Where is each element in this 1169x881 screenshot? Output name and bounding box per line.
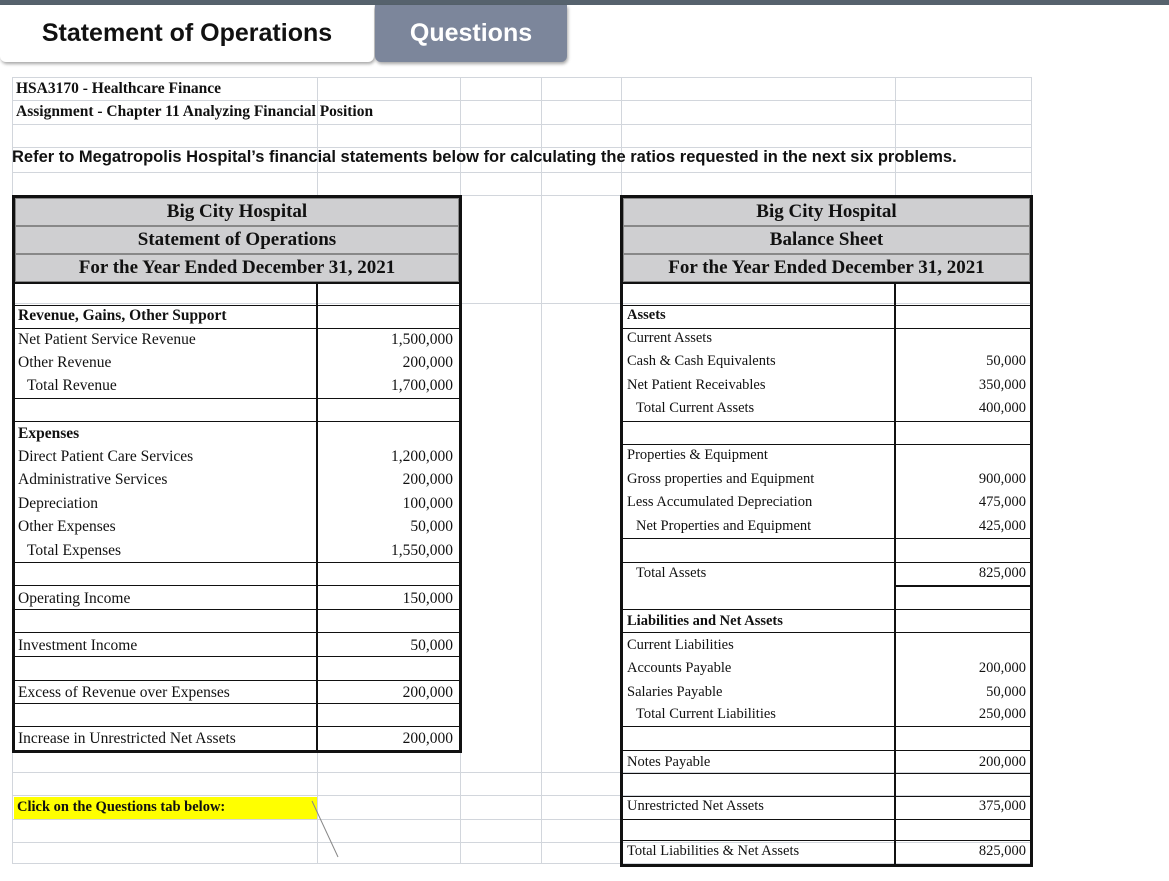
receivables-value: 350,000 (978, 377, 1026, 393)
course-title: HSA3170 - Healthcare Finance (16, 80, 222, 97)
assets-header: Assets (627, 307, 666, 323)
operating-income-value: 150,000 (402, 590, 453, 607)
balance-title: Big City Hospital (623, 198, 1030, 226)
total-liabilities-net-assets-label: Total Liabilities & Net Assets (627, 843, 800, 859)
administrative-label: Administrative Services (18, 471, 168, 488)
unrestricted-net-assets-value: 375,000 (978, 798, 1026, 814)
balance-subtitle: Balance Sheet (623, 226, 1030, 254)
excess-revenue-value: 200,000 (402, 684, 453, 701)
instruction-text: Refer to Megatropolis Hospital’s financial statements below for calculating the ratios requested in the next six problems. (12, 148, 957, 166)
notes-payable-value: 200,000 (978, 754, 1026, 770)
excess-revenue-label: Excess of Revenue over Expenses (18, 684, 230, 701)
increase-net-assets-label: Increase in Unrestricted Net Assets (18, 730, 236, 747)
other-expenses-label: Other Expenses (18, 518, 116, 535)
total-liabilities-net-assets-value: 825,000 (978, 843, 1026, 859)
liabilities-header: Liabilities and Net Assets (627, 613, 783, 629)
current-liabilities-label: Current Liabilities (627, 637, 734, 653)
gross-properties-value: 900,000 (978, 471, 1026, 487)
net-patient-revenue-label: Net Patient Service Revenue (18, 331, 196, 348)
cash-value: 50,000 (986, 353, 1026, 369)
accounts-payable-value: 200,000 (978, 660, 1026, 676)
investment-income-label: Investment Income (18, 637, 138, 654)
depreciation-label: Depreciation (18, 495, 99, 512)
salaries-payable-value: 50,000 (986, 684, 1026, 700)
total-assets-value: 825,000 (978, 565, 1026, 581)
total-current-assets-value: 400,000 (978, 400, 1026, 416)
net-properties-value: 425,000 (978, 518, 1026, 534)
expenses-header: Expenses (18, 425, 80, 442)
operations-period: For the Year Ended December 31, 2021 (15, 254, 459, 282)
accum-depreciation-value: 475,000 (978, 494, 1026, 510)
total-current-liabilities-label: Total Current Liabilities (636, 706, 776, 722)
investment-income-value: 50,000 (410, 637, 453, 654)
direct-care-value: 1,200,000 (391, 448, 453, 465)
notes-payable-label: Notes Payable (627, 754, 711, 770)
tab-questions[interactable]: Questions (375, 5, 567, 62)
questions-callout: Click on the Questions tab below: (17, 799, 226, 815)
properties-header: Properties & Equipment (627, 447, 768, 463)
operations-title: Big City Hospital (15, 198, 459, 226)
salaries-payable-label: Salaries Payable (627, 684, 723, 700)
increase-net-assets-value: 200,000 (402, 730, 453, 747)
total-expenses-label: Total Expenses (27, 542, 122, 559)
total-revenue-value: 1,700,000 (391, 377, 453, 394)
net-properties-label: Net Properties and Equipment (636, 518, 812, 534)
receivables-label: Net Patient Receivables (627, 377, 766, 393)
other-revenue-value: 200,000 (402, 354, 453, 371)
callout-arrow-icon (300, 795, 350, 865)
total-current-assets-label: Total Current Assets (636, 400, 755, 416)
tab-statement-of-operations[interactable]: Statement of Operations (0, 5, 374, 62)
other-revenue-label: Other Revenue (18, 354, 112, 371)
operating-income-label: Operating Income (18, 590, 131, 607)
total-revenue-label: Total Revenue (27, 377, 117, 394)
total-current-liabilities-value: 250,000 (978, 706, 1026, 722)
total-expenses-value: 1,550,000 (391, 542, 453, 559)
balance-period: For the Year Ended December 31, 2021 (623, 254, 1030, 282)
unrestricted-net-assets-label: Unrestricted Net Assets (627, 798, 764, 814)
cash-label: Cash & Cash Equivalents (627, 353, 776, 369)
operations-subtitle: Statement of Operations (15, 226, 459, 254)
direct-care-label: Direct Patient Care Services (18, 448, 194, 465)
total-assets-label: Total Assets (636, 565, 707, 581)
accum-depreciation-label: Less Accumulated Depreciation (627, 494, 813, 510)
net-patient-revenue-value: 1,500,000 (391, 331, 453, 348)
current-assets-label: Current Assets (627, 330, 712, 346)
accounts-payable-label: Accounts Payable (627, 660, 732, 676)
gross-properties-label: Gross properties and Equipment (627, 471, 815, 487)
administrative-value: 200,000 (402, 471, 453, 488)
revenue-header: Revenue, Gains, Other Support (18, 307, 227, 324)
assignment-title: Assignment - Chapter 11 Analyzing Financial Position (16, 103, 374, 120)
depreciation-value: 100,000 (402, 495, 453, 512)
other-expenses-value: 50,000 (410, 518, 453, 535)
